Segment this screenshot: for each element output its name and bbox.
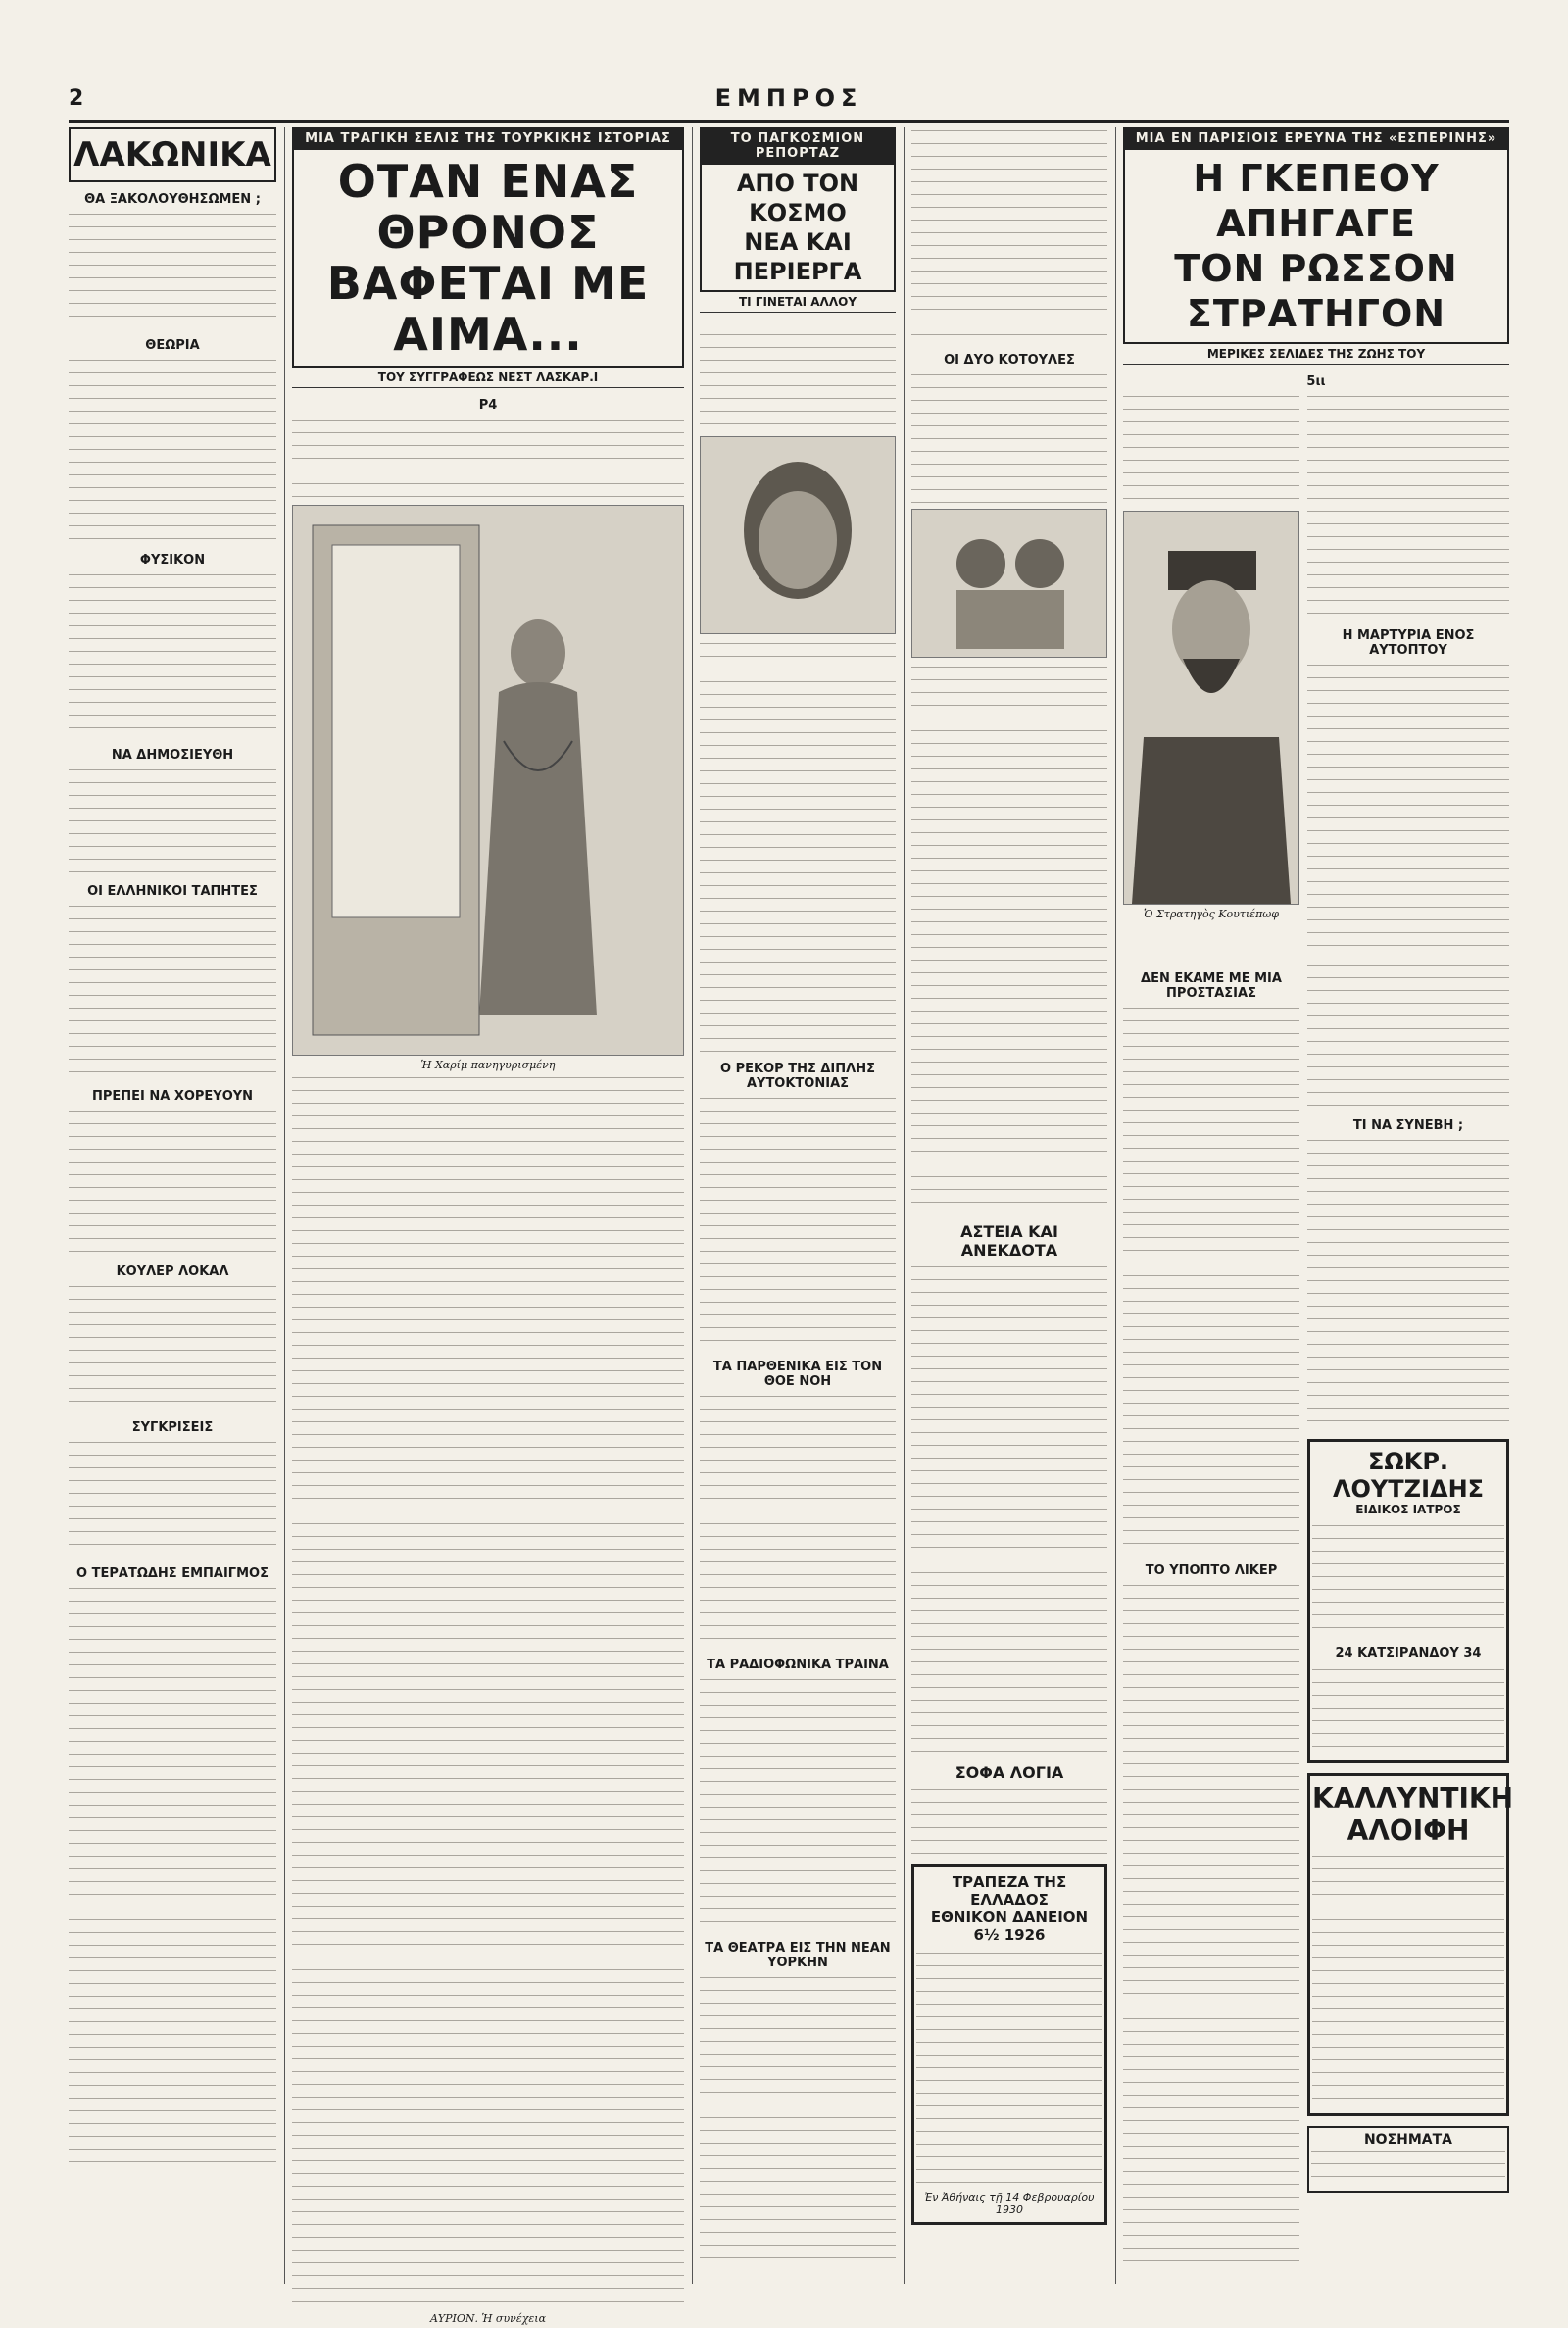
- woman-illustration-icon: [293, 506, 683, 1055]
- section-heading: ΘΕΩΡΙΑ: [145, 338, 200, 353]
- section-heading: ΔΕΝ ΕΚΑΜΕ ΜΕ ΜΙΑ ΠΡΟΣΤΑΣΙΑΣ: [1141, 971, 1282, 1001]
- portrait-illustration: [700, 436, 896, 634]
- kicker: ΜΙΑ ΤΡΑΓΙΚΗ ΣΕΛΙΣ ΤΗΣ ΤΟΥΡΚΙΚΗΣ ΙΣΤΟΡΙΑΣ: [292, 127, 684, 150]
- section-heading: ΚΟΥΛΕΡ ΛΟΚΑΛ: [116, 1264, 229, 1279]
- headline-2: ΝΕΑ ΚΑΙ ΠΕΡΙΕΡΓΑ: [733, 228, 862, 285]
- children-icon: [912, 510, 1106, 657]
- page-number: 2: [69, 86, 84, 111]
- part-number: Ρ4: [478, 398, 498, 413]
- doctor-name: ΣΩΚΡ. ΛΟΥΤΖΙΔΗΣ: [1332, 1448, 1485, 1503]
- cream-ad: [1307, 1773, 1514, 2116]
- headline-1: ΟΤΑΝ ΕΝΑΣ ΘΡΟΝΟΣ: [337, 155, 639, 259]
- section-heading: ΠΡΕΠΕΙ ΝΑ ΧΟΡΕΥΟΥΝ: [91, 1089, 254, 1104]
- headline-2: ΤΟΝ ΡΩΣΣΟΝ ΣΤΡΑΤΗΓΟΝ: [1174, 247, 1458, 335]
- bank-title: ΤΡΑΠΕΖΑ ΤΗΣ ΕΛΛΑΔΟΣ: [952, 1873, 1067, 1908]
- children-illustration: [911, 509, 1107, 658]
- section-heading: ΦΥΣΙΚΟΝ: [139, 553, 206, 568]
- section-heading: ΑΣΤΕΙΑ ΚΑΙ ΑΝΕΚΔΟΤΑ: [960, 1222, 1058, 1260]
- section-heading: ΣΟΦΑ ΛΟΓΙΑ: [955, 1763, 1064, 1782]
- section-heading: ΤΑ ΡΑΔΙΟΦΩΝΙΚΑ ΤΡΑΙΝΑ: [707, 1658, 889, 1672]
- section-heading: ΟΙ ΔΥΟ ΚΟΤΟΥΛΕΣ: [944, 353, 1075, 368]
- lakonika-title: ΛΑΚΩΝΙΚΑ: [69, 127, 276, 182]
- section-heading: ΤΑ ΘΕΑΤΡΑ ΕΙΣ ΤΗΝ ΝΕΑΝ ΥΟΡΚΗΝ: [705, 1941, 891, 1970]
- section-heading: ΤΙ ΝΑ ΣΥΝΕΒΗ ;: [1352, 1118, 1464, 1133]
- headline-1: Η ΓΚΕΠΕΟΥ ΑΠΗΓΑΓΕ: [1193, 157, 1440, 245]
- section-heading: ΤΟ ΥΠΟΠΤΟ ΛΙΚΕΡ: [1145, 1563, 1278, 1578]
- part-number: 5ιι: [1306, 374, 1326, 389]
- byline: ΤΟΥ ΣΥΓΓΡΑΦΕΩΣ ΝΕΣΤ ΛΑΣΚΑΡ.Ι: [292, 368, 684, 388]
- headline-2: ΒΑΦΕΤΑΙ ΜΕ ΑΙΜΑ...: [326, 257, 650, 361]
- column-lakonika: [69, 127, 276, 2284]
- intro-head: ΘΑ ΞΑΚΟΛΟΥΘΗΣΩΜΕΝ ;: [84, 192, 261, 207]
- column-misc: [911, 127, 1107, 2284]
- portrait-caption: Ὁ Στρατηγὸς Κουτιέπωφ: [1144, 908, 1279, 920]
- kicker: ΤΟ ΠΑΓΚΟΣΜΙΟΝ ΡΕΠΟΡΤΑΖ: [700, 127, 896, 165]
- bank-notice: [911, 1864, 1107, 2225]
- paper-name: ΕΜΠΡΟΣ: [714, 84, 863, 112]
- section-heading: Ο ΡΕΚΟΡ ΤΗΣ ΔΙΠΛΗΣ ΑΥΤΟΚΤΟΝΙΑΣ: [720, 1062, 875, 1091]
- illustration-woman: [292, 505, 684, 1056]
- kicker: ΜΙΑ ΕΝ ΠΑΡΙΣΙΟΙΣ ΕΡΕΥΝΑ ΤΗΣ «ΕΣΠΕΡΙΝΗΣ»: [1123, 127, 1509, 150]
- doctor-title: ΕΙΔΙΚΟΣ ΙΑΤΡΟΣ: [1355, 1503, 1461, 1516]
- column-world-report: [700, 127, 896, 2284]
- footer-ad: [1307, 2126, 1509, 2193]
- cream-title-1: ΚΑΛΛΥΝΤΙΚΗ: [1312, 1782, 1514, 1814]
- illustration-caption: Ἡ Χαρίμ πανηγυρισμένη: [420, 1059, 556, 1071]
- column-russian-general: [1123, 127, 1514, 2284]
- general-portrait: [1123, 511, 1299, 905]
- footer-ad-title: ΝΟΣΗΜΑΤΑ: [1363, 2132, 1453, 2148]
- doctor-ad: [1307, 1439, 1509, 1763]
- section-heading: Η ΜΑΡΤΥΡΙΑ ΕΝΟΣ ΑΥΤΟΠΤΟΥ: [1342, 628, 1475, 658]
- bank-date: Ἐν Ἀθήναις τῇ 14 Φεβρουαρίου 1930: [924, 2191, 1095, 2216]
- subheading: ΜΕΡΙΚΕΣ ΣΕΛΙΔΕΣ ΤΗΣ ΖΩΗΣ ΤΟΥ: [1123, 344, 1509, 365]
- man-portrait-icon: [701, 437, 895, 633]
- section-heading: ΟΙ ΕΛΛΗΝΙΚΟΙ ΤΑΠΗΤΕΣ: [87, 884, 258, 899]
- continues-footer: ΑΥΡΙΟΝ. Ἡ συνέχεια: [429, 2312, 547, 2325]
- doctor-address: 24 ΚΑΤΣΙΡΑΝΔΟΥ 34: [1335, 1646, 1482, 1660]
- subheading: ΤΙ ΓΙΝΕΤΑΙ ΑΛΛΟΥ: [700, 292, 896, 313]
- section-heading: Ο ΤΕΡΑΤΩΔΗΣ ΕΜΠΑΙΓΜΟΣ: [76, 1566, 269, 1581]
- masthead: [69, 80, 1509, 123]
- section-heading: ΤΑ ΠΑΡΘΕΝΙΚΑ ΕΙΣ ΤΟΝ ΘΟΕ ΝΟΗ: [712, 1360, 883, 1389]
- general-portrait-icon: [1124, 512, 1298, 904]
- section-heading: ΝΑ ΔΗΜΟΣΙΕΥΘΗ: [111, 748, 234, 763]
- bank-subtitle: ΕΘΝΙΚΟΝ ΔΑΝΕΙΟΝ 6½ 1926: [930, 1908, 1089, 1944]
- headline-1: ΑΠΟ ΤΟΝ ΚΟΣΜΟ: [736, 170, 859, 226]
- cream-title-2: ΑΛΟΙΦΗ: [1347, 1814, 1470, 1847]
- section-heading: ΣΥΓΚΡΙΣΕΙΣ: [131, 1420, 214, 1435]
- column-turkish-history: [292, 127, 684, 2325]
